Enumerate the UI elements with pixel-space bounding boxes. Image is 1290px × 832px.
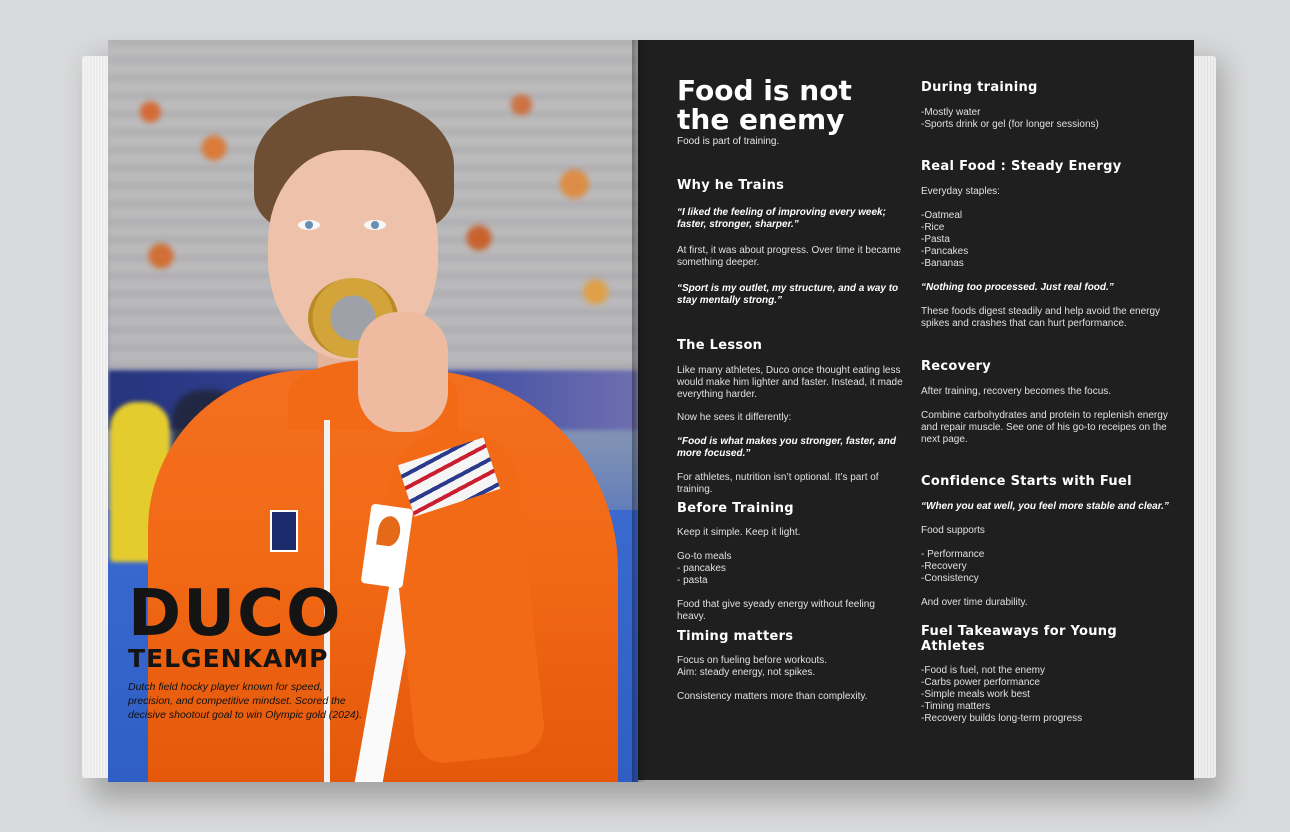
staple-item: -Pasta — [921, 234, 950, 245]
section-confidence — [921, 474, 1183, 609]
left-eye — [298, 220, 320, 230]
fila-logo — [270, 510, 298, 552]
supports-item: -Recovery — [921, 561, 967, 572]
article-subtitle: Food is part of training. — [677, 136, 780, 147]
section-takeaways — [921, 624, 1183, 725]
text-progress: At first, it was about progress. Over time it became something deeper. — [677, 245, 901, 268]
athlete-name-block — [128, 577, 378, 722]
heading-timing-matters: Timing matters — [677, 629, 794, 644]
during-line: -Sports drink or gel (for longer sessions) — [921, 119, 1099, 130]
heading-recovery: Recovery — [921, 359, 992, 374]
text-lesson: Like many athletes, Duco once thought eating less would make him lighter and faster. Instead, it made everything harder. — [677, 365, 903, 400]
quote-eat-well: “When you eat well, you feel more stable and clear.” — [921, 501, 1169, 512]
takeaway-item: -Simple meals work best — [921, 689, 1030, 700]
text-nutrition: For athletes, nutrition isn’t optional. It’s part of training. — [677, 472, 879, 495]
text-food-supports: Food supports — [921, 525, 985, 536]
takeaway-item: -Recovery builds long-term progress — [921, 713, 1083, 724]
timing-line: Aim: steady energy, not spikes. — [677, 667, 816, 678]
during-line: -Mostly water — [921, 107, 981, 118]
staple-item: -Pancakes — [921, 246, 969, 257]
book-gutter-shadow — [632, 40, 646, 782]
meals-label: Go-to meals — [677, 551, 732, 562]
staple-item: -Rice — [921, 222, 945, 233]
athlete-last-name: TELGENKAMP — [128, 644, 329, 673]
takeaway-item: -Food is fuel, not the enemy — [921, 665, 1045, 676]
left-page-photo — [108, 40, 638, 782]
text-consistency: Consistency matters more than complexity. — [677, 691, 868, 702]
section-during-training — [921, 80, 1183, 131]
text-keep-simple: Keep it simple. Keep it light. — [677, 527, 801, 538]
section-recovery — [921, 359, 1183, 446]
text-differently: Now he sees it differently: — [677, 412, 792, 423]
article-title-line1: Food is not — [677, 74, 852, 107]
text-digest: These foods digest steadily and help avoid the energy spikes and crashes that can hurt performance. — [921, 306, 1161, 329]
heading-confidence: Confidence Starts with Fuel — [921, 474, 1132, 489]
supports-item: - Performance — [921, 549, 985, 560]
staples-list — [921, 210, 1183, 270]
article-title-block — [677, 76, 852, 148]
heading-takeaways: Fuel Takeaways for Young Athletes — [921, 624, 1117, 654]
text-staples: Everyday staples: — [921, 186, 1000, 197]
heading-why-he-trains: Why he Trains — [677, 178, 785, 193]
right-eye — [364, 220, 386, 230]
meal-item: - pancakes — [677, 563, 726, 574]
text-combine: Combine carbohydrates and protein to replenish energy and repair muscle. See one of his go-to receipes on the next page. — [921, 410, 1168, 445]
takeaway-item: -Timing matters — [921, 701, 991, 712]
during-lines — [921, 107, 1183, 131]
section-the-lesson — [677, 338, 903, 496]
heading-before-training: Before Training — [677, 501, 794, 516]
quote-stronger: “Food is what makes you stronger, faster, and more focused.” — [677, 436, 896, 459]
athlete-first-name: DUCO — [128, 577, 343, 651]
text-recovery-focus: After training, recovery becomes the focus. — [921, 386, 1112, 397]
section-before-training — [677, 501, 903, 623]
takeaways-list — [921, 665, 1183, 725]
meals-list — [677, 551, 903, 587]
quote-real-food: “Nothing too processed. Just real food.” — [921, 282, 1114, 293]
takeaway-item: -Carbs power performance — [921, 677, 1040, 688]
supports-item: -Consistency — [921, 573, 979, 584]
staple-item: -Oatmeal — [921, 210, 963, 221]
quote-improving: “I liked the feeling of improving every week; faster, stronger, sharper.” — [677, 207, 886, 230]
text-steady-energy: Food that give syeady energy without feeling heavy. — [677, 599, 875, 622]
heading-real-food: Real Food : Steady Energy — [921, 159, 1122, 174]
section-real-food — [921, 159, 1183, 330]
right-page-article — [638, 40, 1194, 780]
supports-list — [921, 549, 1183, 585]
article-title-line2: the enemy — [677, 103, 845, 136]
section-timing-matters — [677, 629, 903, 703]
text-durability: And over time durability. — [921, 597, 1028, 608]
staple-item: -Bananas — [921, 258, 964, 269]
book-page-edges-right — [1192, 56, 1216, 778]
section-why-he-trains — [677, 178, 903, 307]
heading-the-lesson: The Lesson — [677, 338, 763, 353]
athlete-bio: Dutch field hocky player known for speed, precision, and competitive mindset. Scored the decisive shootout goal to win Olympic gold (2024). — [128, 681, 363, 721]
timing-lines — [677, 655, 903, 679]
timing-line: Focus on fueling before workouts. — [677, 655, 828, 666]
quote-outlet: “Sport is my outlet, my structure, and a way to stay mentally strong.” — [677, 283, 899, 306]
athlete-hand — [358, 312, 448, 432]
heading-during-training: During training — [921, 80, 1038, 95]
meal-item: - pasta — [677, 575, 708, 586]
